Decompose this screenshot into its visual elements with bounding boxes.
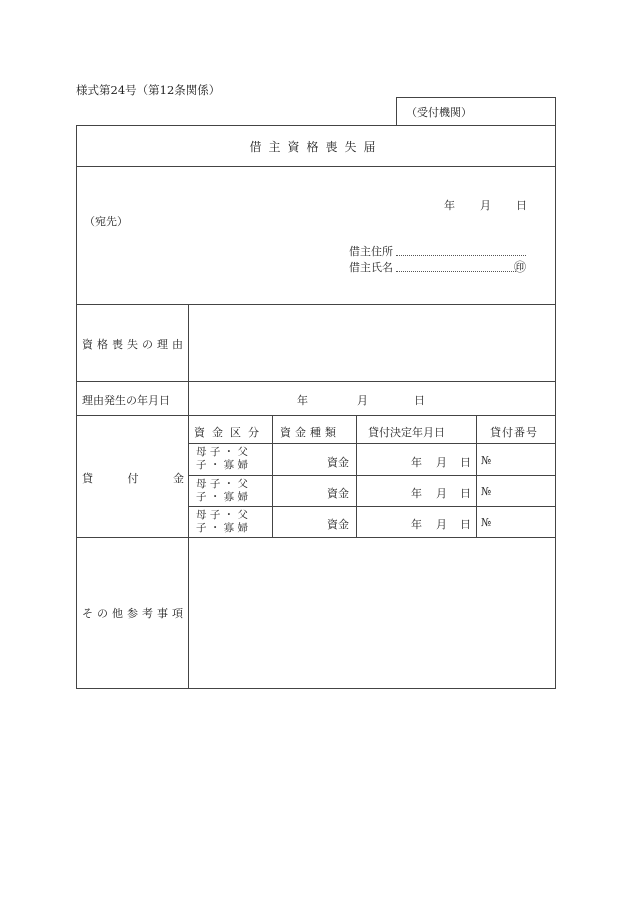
loan-row-1-category <box>196 446 248 472</box>
loan-header-type: 資金種類 <box>280 426 340 439</box>
occurrence-day: 日 <box>414 394 425 407</box>
other-reference-label: その他参考事項 <box>82 607 187 620</box>
loan-row-1-type: 資金 <box>327 456 349 469</box>
loan-row-2-type: 資金 <box>327 487 349 500</box>
loan-header-decision-date: 貸付決定年月日 <box>368 426 445 439</box>
document-title: 借主資格喪失届 <box>249 140 383 154</box>
reason-label: 資格喪失の理由 <box>82 338 187 351</box>
date-month: 月 <box>480 199 491 212</box>
loan-row-2-month: 月 <box>436 487 447 500</box>
loan-row-2-number: № <box>481 485 492 498</box>
loan-row-2-category-line2: 子 ・ 寡 婦 <box>196 491 249 503</box>
loan-row-1-number: № <box>481 454 492 467</box>
loan-row-1-year: 年 <box>411 456 422 469</box>
loan-row-3-category-line1: 母 子 ・ 父 <box>196 509 249 521</box>
loan-row-3-year: 年 <box>411 518 422 531</box>
borrower-address-field[interactable] <box>396 255 526 256</box>
loan-row-1-month: 月 <box>436 456 447 469</box>
borrower-name-field[interactable] <box>396 271 516 272</box>
loan-row-1-category-line2: 子 ・ 寡 婦 <box>196 459 249 471</box>
reason-value[interactable] <box>190 306 554 380</box>
loan-label: 貸付金 <box>82 472 184 485</box>
loan-row-2-category <box>196 478 248 504</box>
occurrence-year: 年 <box>297 394 308 407</box>
addressee-label: （宛先） <box>84 215 128 228</box>
loan-row-3-month: 月 <box>436 518 447 531</box>
reception-label: （受付機関） <box>406 106 472 119</box>
loan-header-category: 資金区分 <box>194 426 266 439</box>
loan-row-1-category-line1: 母 子 ・ 父 <box>196 446 249 458</box>
loan-row-2-day: 日 <box>460 487 471 500</box>
loan-header-number: 貸付番号 <box>490 426 538 439</box>
other-reference-value[interactable] <box>190 540 554 686</box>
loan-row-3-type: 資金 <box>327 518 349 531</box>
borrower-name-label: 借主氏名 <box>349 261 393 274</box>
loan-row-2-category-line1: 母 子 ・ 父 <box>196 478 249 490</box>
loan-row-2-year: 年 <box>411 487 422 500</box>
loan-row-1-day: 日 <box>460 456 471 469</box>
loan-row-3-number: № <box>481 516 492 529</box>
date-day: 日 <box>516 199 527 212</box>
borrower-address-label: 借主住所 <box>349 245 393 258</box>
loan-row-3-category-line2: 子 ・ 寡 婦 <box>196 522 249 534</box>
form-number: 様式第24号（第12条関係） <box>76 83 221 97</box>
seal-mark: ㊞ <box>514 260 527 274</box>
loan-row-3-day: 日 <box>460 518 471 531</box>
occurrence-date-label: 理由発生の年月日 <box>82 394 170 407</box>
occurrence-month: 月 <box>357 394 368 407</box>
loan-row-3-category <box>196 509 248 535</box>
date-year: 年 <box>444 199 455 212</box>
